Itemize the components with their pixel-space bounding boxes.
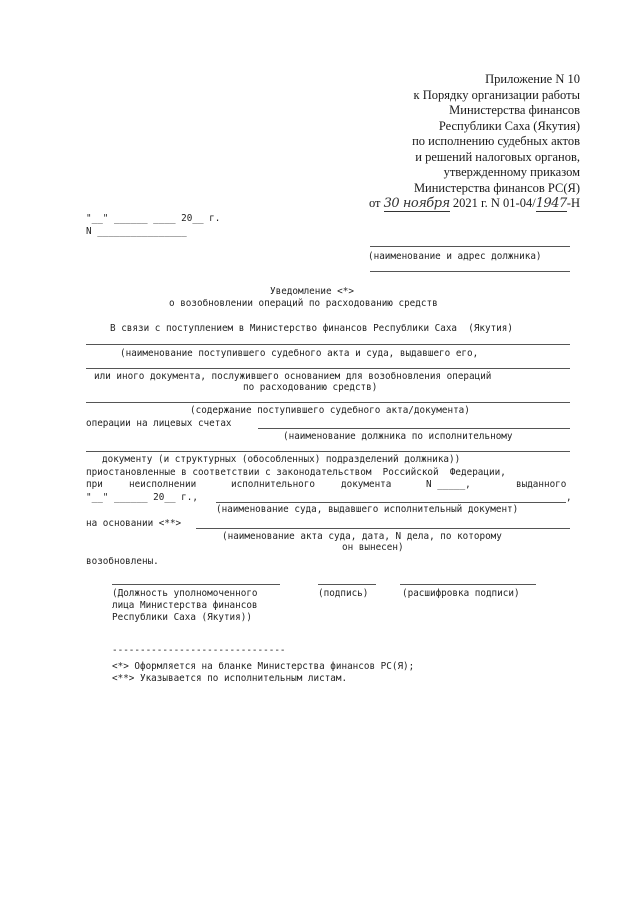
outgoing-number: N ________________ [86,226,187,237]
signature-line [318,584,376,585]
position-line [112,584,280,585]
date-prefix: от [368,196,381,210]
basis-line [196,528,570,529]
footnote-separator: ------------------------------- [112,645,286,656]
other-doc-caption-2: по расходованию средств) [243,382,378,393]
doc-units-caption: документу (и структурных (обособленных) подразделений должника)) [102,454,461,465]
content-caption: (содержание поступившего судебного акта/документа) [190,405,470,416]
comma: , [566,492,572,503]
outgoing-date: "__" ______ ____ 20__ г. [86,213,221,224]
word-ispolnitelnogo: исполнительного [231,479,315,490]
addressee-line [370,246,570,247]
court-act-caption: (наименование поступившего судебного акта и суда, выдавшего его, [120,348,479,359]
other-doc-line [86,368,570,369]
handwritten-date: 30 ноября [383,196,450,211]
header-line-2: к Порядку организации работы [413,87,580,102]
addressee-line-2 [370,271,570,272]
word-neispolnenii: неисполнении [129,479,197,490]
appendix-header [369,72,580,212]
position-caption-1: (Должность уполномоченного [112,588,258,599]
handwritten-order-number: 1947 [535,196,567,211]
operations-label: операции на лицевых счетах [86,418,232,429]
date-year-number: 2021 г. N 01-04/ [452,196,536,210]
header-line-8: Министерства финансов РС(Я) [413,180,580,195]
footnote-1: <*> Оформляется на бланке Министерства финансов РС(Я); [112,661,415,672]
header-line-3: Министерства финансов [449,103,580,117]
decoding-caption: (расшифровка подписи) [402,588,520,599]
word-vydannogo: выданного [516,479,567,490]
basis-label: на основании <**> [86,518,182,529]
word-number: N _____, [426,479,471,490]
notice-title: Уведомление <*> [270,286,354,297]
signature-caption: (подпись) [318,588,369,599]
header-date-line [369,196,580,212]
notice-subtitle: о возобновлении операций по расходованию средств [169,298,438,309]
resumed-word: возобновлены. [86,556,159,567]
basis-caption-1: (наименование акта суда, дата, N дела, по которому [222,531,502,542]
position-caption-3: Республики Саха (Якутия)) [112,612,252,623]
position-caption-2: лица Министерства финансов [112,600,258,611]
court-issued-caption: (наименование суда, выдавшего исполнительный документ) [216,504,519,515]
date-suffix: -Н [566,196,580,210]
issued-date: "__" ______ 20__ г., [86,492,198,503]
operations-line [258,428,570,429]
content-line [86,402,570,403]
suspended-line-2 [86,479,570,491]
header-line-1: Приложение N 10 [485,72,580,86]
footnote-2: <**> Указывается по исполнительным листам. [112,673,348,684]
word-dokumenta: документа [341,479,392,490]
other-doc-caption-1: или иного документа, послужившего основанием для возобновления операций [94,371,492,382]
header-line-6: и решений налоговых органов, [415,149,580,164]
header-line-4: Республики Саха (Якутия) [438,118,580,133]
word-pri: при [86,479,103,490]
debtor-caption: (наименование должника по исполнительному [283,431,513,442]
suspended-line-1: приостановленные в соответствии с законодательством Российской Федерации, [86,467,506,478]
decoding-line [400,584,536,585]
debtor-line [86,451,570,452]
header-line-5: по исполнению судебных актов [412,134,580,148]
court-issued-line [216,502,566,503]
court-act-line [86,344,570,345]
basis-caption-2: он вынесен) [342,542,404,553]
addressee-caption: (наименование и адрес должника) [368,251,542,262]
intro-line: В связи с поступлением в Министерство финансов Республики Саха (Якутия) [110,323,513,334]
header-line-7: утвержденному приказом [443,165,580,179]
